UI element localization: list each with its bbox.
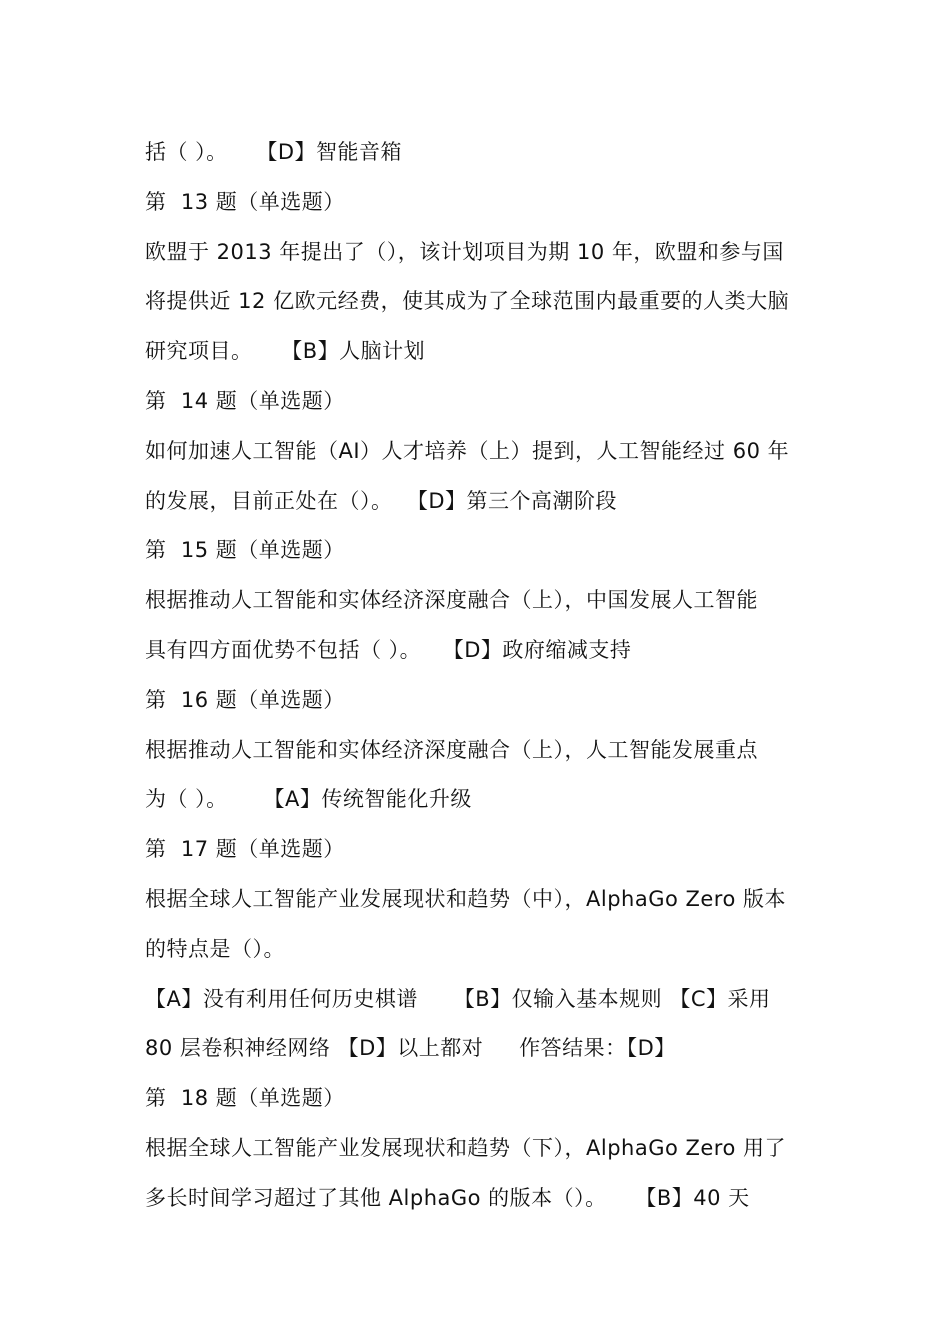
question-17-options: 80 层卷积神经网络 【D】以上都对 作答结果：【D】: [145, 1036, 676, 1061]
question-13-text: 欧盟于 2013 年提出了（），该计划项目为期 10 年，欧盟和参与国: [145, 239, 784, 264]
question-13-answer: 研究项目。 【B】人脑计划: [145, 339, 426, 364]
question-16-text: 根据推动人工智能和实体经济深度融合（上），人工智能发展重点: [145, 737, 758, 762]
question-14-answer: 的发展，目前正处在（）。 【D】第三个高潮阶段: [145, 488, 618, 513]
question-15-heading: 第 15 题（单选题）: [145, 538, 345, 563]
question-14-text: 如何加速人工智能（AI）人才培养（上）提到，人工智能经过 60 年: [145, 438, 790, 463]
question-17-options: 【A】没有利用任何历史棋谱 【B】仅输入基本规则 【C】采用: [145, 986, 771, 1011]
question-15-answer: 具有四方面优势不包括（ ）。 【D】政府缩减支持: [145, 637, 632, 662]
question-18-answer: 多长时间学习超过了其他 AlphaGo 的版本（）。 【B】40 天: [145, 1185, 750, 1210]
question-13-text: 将提供近 12 亿欧元经费，使其成为了全球范围内最重要的人类大脑: [145, 289, 790, 314]
question-14-heading: 第 14 题（单选题）: [145, 388, 345, 413]
question-15-text: 根据推动人工智能和实体经济深度融合（上），中国发展人工智能: [145, 588, 758, 613]
question-16-answer: 为（ ）。 【A】传统智能化升级: [145, 787, 472, 812]
question-17-text: 根据全球人工智能产业发展现状和趋势（中），AlphaGo Zero 版本: [145, 886, 787, 911]
question-18-text: 根据全球人工智能产业发展现状和趋势（下），AlphaGo Zero 用了: [145, 1135, 787, 1160]
question-16-heading: 第 16 题（单选题）: [145, 687, 345, 712]
question-17-heading: 第 17 题（单选题）: [145, 837, 345, 862]
question-18-heading: 第 18 题（单选题）: [145, 1086, 345, 1111]
question-17-text: 的特点是（）。: [145, 936, 285, 961]
document-page: [145, 128, 815, 1224]
question-13-heading: 第 13 题（单选题）: [145, 189, 345, 214]
text-line-q12-answer: 括（ ）。 【D】智能音箱: [145, 140, 403, 164]
